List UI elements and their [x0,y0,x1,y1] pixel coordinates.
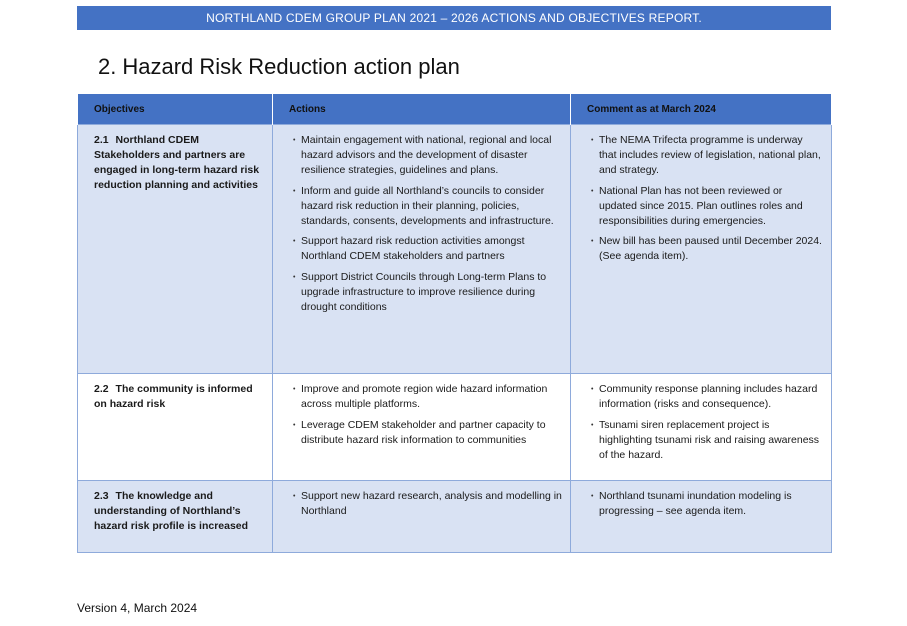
comments-cell [571,374,832,481]
list-item: • Community response planning includes hazard information (risks and consequence). [593,382,823,412]
list-item: • Maintain engagement with national, regional and local hazard advisors and the development of disaster resilience strategies, guidelines and plans. [295,133,562,178]
list-item: • New bill has been paused until December 2024. (See agenda item). [593,234,823,264]
list-item: • Support new hazard research, analysis and modelling in Northland [295,489,562,519]
objective-number: 2.3 [94,490,109,502]
objective-cell [78,125,273,374]
version-footer: Version 4, March 2024 [77,601,198,615]
actions-list [295,489,562,519]
objective-number: 2.1 [94,134,109,146]
actions-cell [273,125,571,374]
objective-text: The community is informed on hazard risk [94,383,253,410]
objective-text: The knowledge and understanding of Northland’s hazard risk profile is increased [94,490,249,532]
list-item: • National Plan has not been reviewed or updated since 2015. Plan outlines roles and responsibilities during emergencies. [593,184,823,229]
header-actions: Actions [273,94,571,125]
header-objectives: Objectives [78,94,273,125]
section-number: 2. [98,54,117,79]
page-title [98,54,460,80]
list-item: • Leverage CDEM stakeholder and partner capacity to distribute hazard risk information to communities [295,418,562,448]
comments-list [593,382,823,463]
list-item: • Northland tsunami inundation modeling is progressing – see agenda item. [593,489,823,519]
objective-number: 2.2 [94,383,109,395]
table-row [78,374,832,481]
table-row [78,481,832,553]
actions-list [295,133,562,315]
comments-list [593,133,823,264]
list-item: • Improve and promote region wide hazard information across multiple platforms. [295,382,562,412]
actions-list [295,382,562,448]
list-item: • Inform and guide all Northland’s councils to consider hazard risk reduction in their planning, policies, standards, consents, developments and infrastructure. [295,184,562,229]
section-title: Hazard Risk Reduction action plan [122,54,460,79]
actions-cell [273,481,571,553]
comments-list [593,489,823,519]
actions-cell [273,374,571,481]
list-item: • The NEMA Trifecta programme is underway that includes review of legislation, national plan, and strategy. [593,133,823,178]
list-item: • Support District Councils through Long-term Plans to upgrade infrastructure to improve resilience during drought conditions [295,270,562,315]
comments-cell [571,125,832,374]
table-header-row [78,94,832,125]
report-banner: NORTHLAND CDEM GROUP PLAN 2021 – 2026 ACTIONS AND OBJECTIVES REPORT. [77,6,831,30]
list-item: • Support hazard risk reduction activities amongst Northland CDEM stakeholders and partners [295,234,562,264]
list-item: • Tsunami siren replacement project is highlighting tsunami risk and raising awareness of the hazard. [593,418,823,463]
header-comment: Comment as at March 2024 [571,94,832,125]
objective-cell [78,374,273,481]
objective-text: Northland CDEM Stakeholders and partners are engaged in long-term hazard risk reduction planning and activities [94,134,260,191]
table-row [78,125,832,374]
objective-cell [78,481,273,553]
comments-cell [571,481,832,553]
action-plan-table [77,93,832,553]
